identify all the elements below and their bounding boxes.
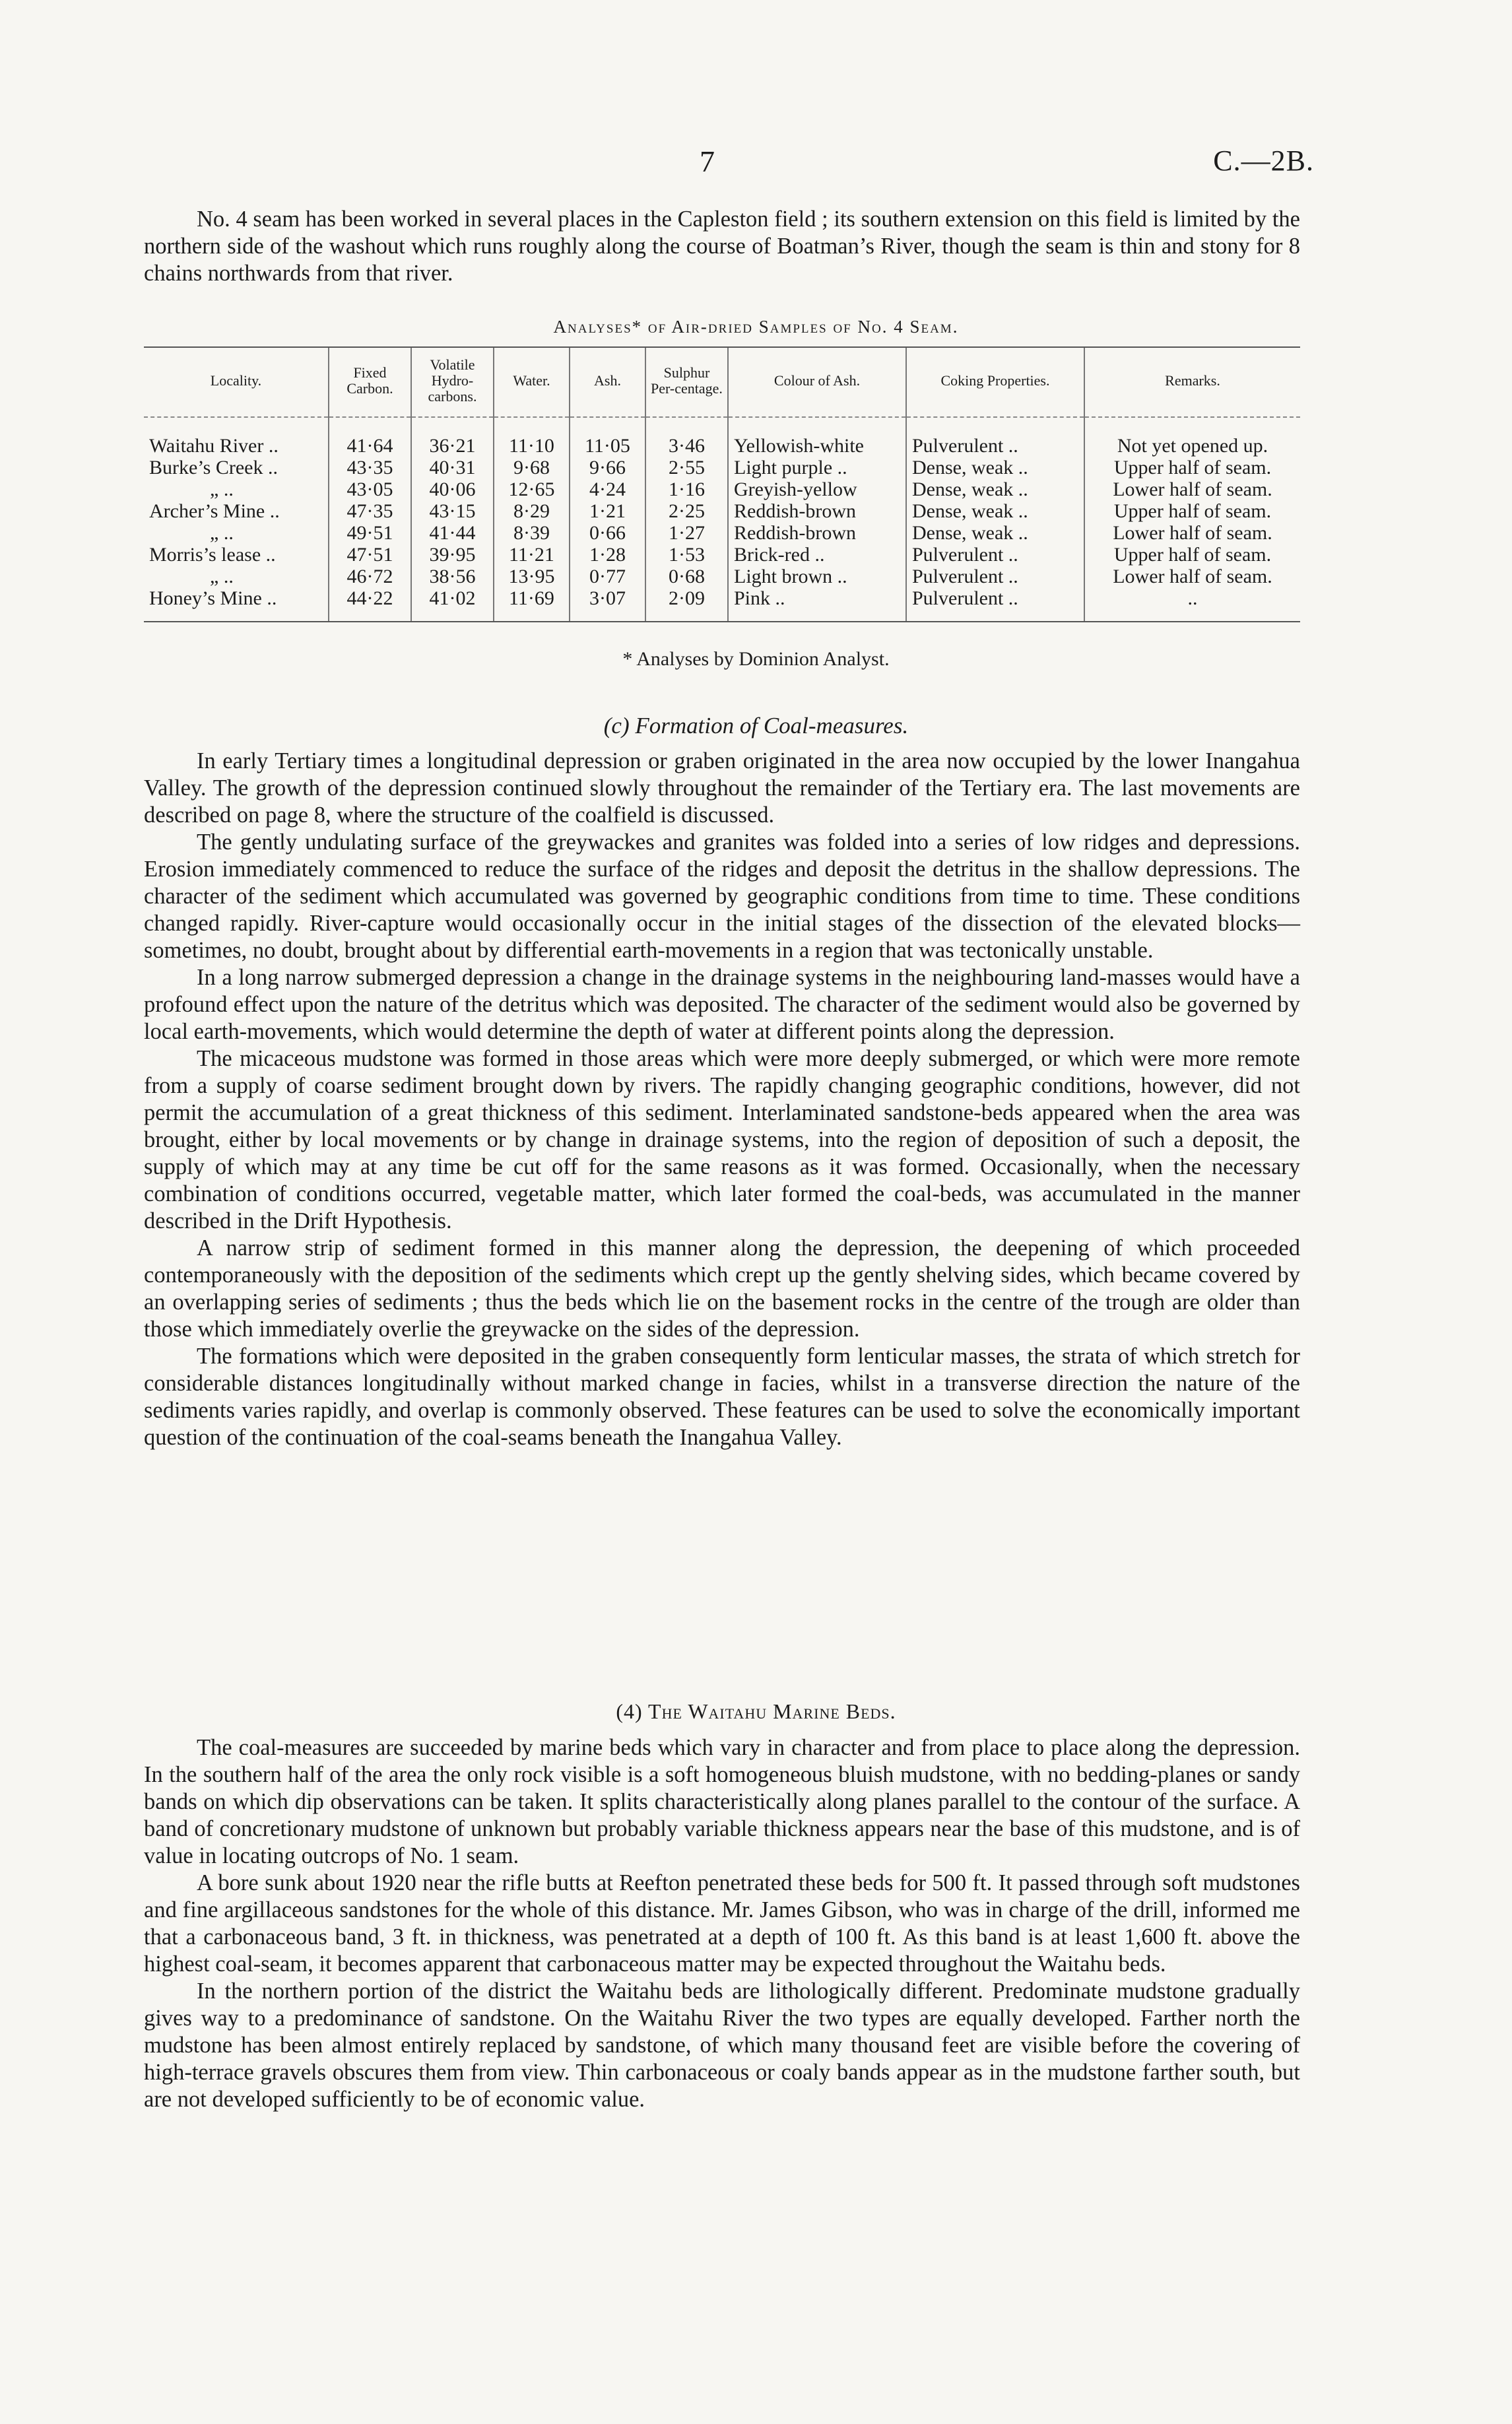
cell-fixed-carbon: 44·22 [329,587,411,622]
cell-ash: 9·66 [570,457,645,478]
cell-volatile: 36·21 [411,417,494,457]
cell-coking: Pulverulent .. [906,544,1084,566]
cell-water: 11·10 [494,417,570,457]
cell-volatile: 43·15 [411,500,494,522]
cell-volatile: 40·06 [411,478,494,500]
intro-paragraph: No. 4 seam has been worked in several places in the Capleston field ; its southern extension on this field is limited by the northern side of the washout which runs roughly along the course of Boatman’s River, though the seam is thin and stony for 8 chains northwards from that river. [144,207,1300,286]
table-row [144,544,1300,566]
cell-sulphur: 1·16 [645,478,728,500]
cell-locality: „ .. [210,566,234,587]
table-footnote: * Analyses by Dominion Analyst. [622,648,890,670]
header-colour-of-ash: Colour of Ash. [728,347,906,417]
cell-remarks: Lower half of seam. [1084,522,1300,544]
table-row [144,587,1300,622]
cell-remarks: Upper half of seam. [1084,544,1300,566]
page-number: 7 [700,145,715,178]
header-volatile: Volatile Hydro-carbons. [411,347,494,417]
cell-volatile: 38·56 [411,566,494,587]
table-row [144,478,1300,500]
cell-sulphur: 0·68 [645,566,728,587]
formation-paragraph: In a long narrow submerged depression a change in the drainage systems in the neighbouring land-masses would have a profound effect upon the nature of the detritus which was deposited. The character of the sediment would also be governed by local earth-movements, which would determine the depth of water at different points along the depression. [144,965,1300,1044]
waitahu-paragraph: A bore sunk about 1920 near the rifle butts at Reefton penetrated these beds for 500 ft. It passed through soft mudstones and fine argillaceous sandstones for the whole of this distance. Mr. James Gibson, who was in charge of the drill, informed me that a carbonaceous band, 3 ft. in thickness, was penetrated at a depth of 100 ft. As this band is at least 1,600 ft. above the highest coal-seam, it becomes apparent that carbonaceous matter may be expected throughout the Waitahu beds. [144,1870,1300,1977]
page-header [0,144,1512,183]
cell-fixed-carbon: 43·05 [329,478,411,500]
cell-coking: Dense, weak .. [906,478,1084,500]
cell-coking: Pulverulent .. [906,566,1084,587]
table-row [144,500,1300,522]
cell-colour: Greyish-yellow [728,478,906,500]
cell-fixed-carbon: 47·51 [329,544,411,566]
cell-ash: 0·77 [570,566,645,587]
cell-fixed-carbon: 47·35 [329,500,411,522]
table-row [144,457,1300,478]
formation-paragraph: The gently undulating surface of the greywackes and granites was folded into a series of low ridges and depressions. Erosion immediately commenced to reduce the surface of the ridges and deposit the detritus in the shallow depressions. The character of the sediment which accumulated was governed by geographic conditions from time to time. These conditions changed rapidly. River-capture would occasionally occur in the initial stages of the dissection of the elevated blocks—sometimes, no doubt, brought about by differential earth-movements in a region that was tectonically unstable. [144,830,1300,963]
table-row [144,522,1300,544]
cell-remarks: Upper half of seam. [1084,500,1300,522]
waitahu-paragraph: In the northern portion of the district the Waitahu beds are lithologically different. Predominate mudstone gradually gives way to a predominance of sandstone. On the Waitahu River the two types are equally developed. Farther north the mudstone has been almost entirely replaced by sandstone, of which many thousand feet are visible before the covering of high-terrace gravels obscures them from view. Thin carbonaceous or coaly bands appear as in the mudstone farther south, but are not developed sufficiently to be of economic value. [144,1979,1300,2112]
cell-water: 11·21 [494,544,570,566]
formation-paragraph: The formations which were deposited in the graben consequently form lenticular masses, the strata of which stretch for considerable distances longitudinally without marked change in facies, whilst in a transverse direction the nature of the sediments varies rapidly, and overlap is commonly observed. These features can be used to solve the economically important question of the continuation of the coal-seams beneath the Inangahua Valley. [144,1344,1300,1450]
formation-heading: (c) Formation of Coal-measures. [603,713,909,738]
cell-coking: Dense, weak .. [906,522,1084,544]
cell-sulphur: 2·25 [645,500,728,522]
cell-water: 9·68 [494,457,570,478]
table-row [144,566,1300,587]
cell-water: 8·29 [494,500,570,522]
cell-locality: „ .. [210,478,234,500]
cell-sulphur: 2·09 [645,587,728,622]
cell-sulphur: 1·27 [645,522,728,544]
cell-coking: Pulverulent .. [906,417,1084,457]
cell-ash: 0·66 [570,522,645,544]
header-sulphur: Sulphur Per-centage. [645,347,728,417]
cell-coking: Dense, weak .. [906,457,1084,478]
intro-block [144,206,1300,287]
formation-section [144,748,1300,1451]
cell-ash: 1·21 [570,500,645,522]
cell-sulphur: 2·55 [645,457,728,478]
cell-ash: 1·28 [570,544,645,566]
cell-colour: Pink .. [728,587,906,622]
header-locality: Locality. [144,347,329,417]
cell-fixed-carbon: 49·51 [329,522,411,544]
cell-locality: Burke’s Creek .. [149,457,278,478]
header-water: Water. [494,347,570,417]
cell-volatile: 41·44 [411,522,494,544]
cell-colour: Reddish-brown [728,500,906,522]
header-remarks: Remarks. [1084,347,1300,417]
cell-remarks: Not yet opened up. [1084,417,1300,457]
cell-sulphur: 3·46 [645,417,728,457]
waitahu-paragraph: The coal-measures are succeeded by marine beds which vary in character and from place to place along the depression. In the southern half of the area the only rock visible is a soft homogeneous bluish mudstone, with no bedding-planes or sandy bands on which dip observations can be taken. It splits characteristically along planes parallel to the contour of the surface. A band of concretionary mudstone of unknown but probably variable thickness appears near the base of this mudstone, and is of value in locating outcrops of No. 1 seam. [144,1735,1300,1868]
cell-water: 13·95 [494,566,570,587]
cell-fixed-carbon: 46·72 [329,566,411,587]
cell-colour: Light purple .. [728,457,906,478]
header-coking: Coking Properties. [906,347,1084,417]
cell-colour: Yellowish-white [728,417,906,457]
waitahu-section [144,1734,1300,2113]
cell-volatile: 40·31 [411,457,494,478]
waitahu-heading: (4) The Waitahu Marine Beds. [616,1699,896,1723]
cell-locality: Archer’s Mine .. [149,500,280,522]
cell-ash: 3·07 [570,587,645,622]
cell-locality: Morris’s lease .. [149,544,276,566]
cell-remarks: Lower half of seam. [1084,478,1300,500]
formation-paragraph: The micaceous mudstone was formed in those areas which were more deeply submerged, or which were more remote from a supply of coarse sediment brought down by rivers. The rapidly changing geographic conditions, however, did not permit the accumulation of a great thickness of this sediment. Interlaminated sandstone-beds appeared when the area was brought, either by local movements or by change in drainage systems, into the region of deposition of such a deposit, the supply of which may at any time be cut off for the same reasons as it was formed. Occasionally, when the necessary combination of conditions occurred, vegetable matter, which later formed the coal-beds, was accumulated in the manner described in the Drift Hypothesis. [144,1046,1300,1233]
header-fixed-carbon: Fixed Carbon. [329,347,411,417]
header-ash: Ash. [570,347,645,417]
cell-locality: Honey’s Mine .. [144,587,329,622]
cell-remarks: Lower half of seam. [1084,566,1300,587]
cell-colour: Brick-red .. [728,544,906,566]
cell-volatile: 39·95 [411,544,494,566]
cell-volatile: 41·02 [411,587,494,622]
table-header-row [144,347,1300,417]
table-row [144,417,1300,457]
cell-locality: „ .. [210,522,234,544]
cell-fixed-carbon: 41·64 [329,417,411,457]
cell-water: 8·39 [494,522,570,544]
document-code: C.—2B. [1213,145,1314,177]
cell-remarks: .. [1084,587,1300,622]
cell-water: 12·65 [494,478,570,500]
cell-remarks: Upper half of seam. [1084,457,1300,478]
table-title: Analyses* of Air-dried Samples of No. 4 Seam. [553,317,959,337]
analyses-table [144,346,1300,622]
cell-ash: 11·05 [570,417,645,457]
cell-colour: Reddish-brown [728,522,906,544]
cell-coking: Dense, weak .. [906,500,1084,522]
cell-ash: 4·24 [570,478,645,500]
cell-coking: Pulverulent .. [906,587,1084,622]
formation-paragraph: A narrow strip of sediment formed in this manner along the depression, the deepening of which proceeded contemporaneously with the deposition of the sediments which crept up the gently shelving sides, which became covered by an overlapping series of sediments ; thus the beds which lie on the basement rocks in the centre of the trough are older than those which immediately overlie the greywacke on the sides of the depression. [144,1235,1300,1342]
formation-paragraph: In early Tertiary times a longitudinal depression or graben originated in the area now occupied by the lower Inangahua Valley. The growth of the depression continued slowly throughout the remainder of the Tertiary era. The last movements are described on page 8, where the structure of the coalfield is discussed. [144,748,1300,828]
cell-sulphur: 1·53 [645,544,728,566]
cell-water: 11·69 [494,587,570,622]
cell-fixed-carbon: 43·35 [329,457,411,478]
cell-locality: Waitahu River .. [149,435,279,457]
cell-colour: Light brown .. [728,566,906,587]
